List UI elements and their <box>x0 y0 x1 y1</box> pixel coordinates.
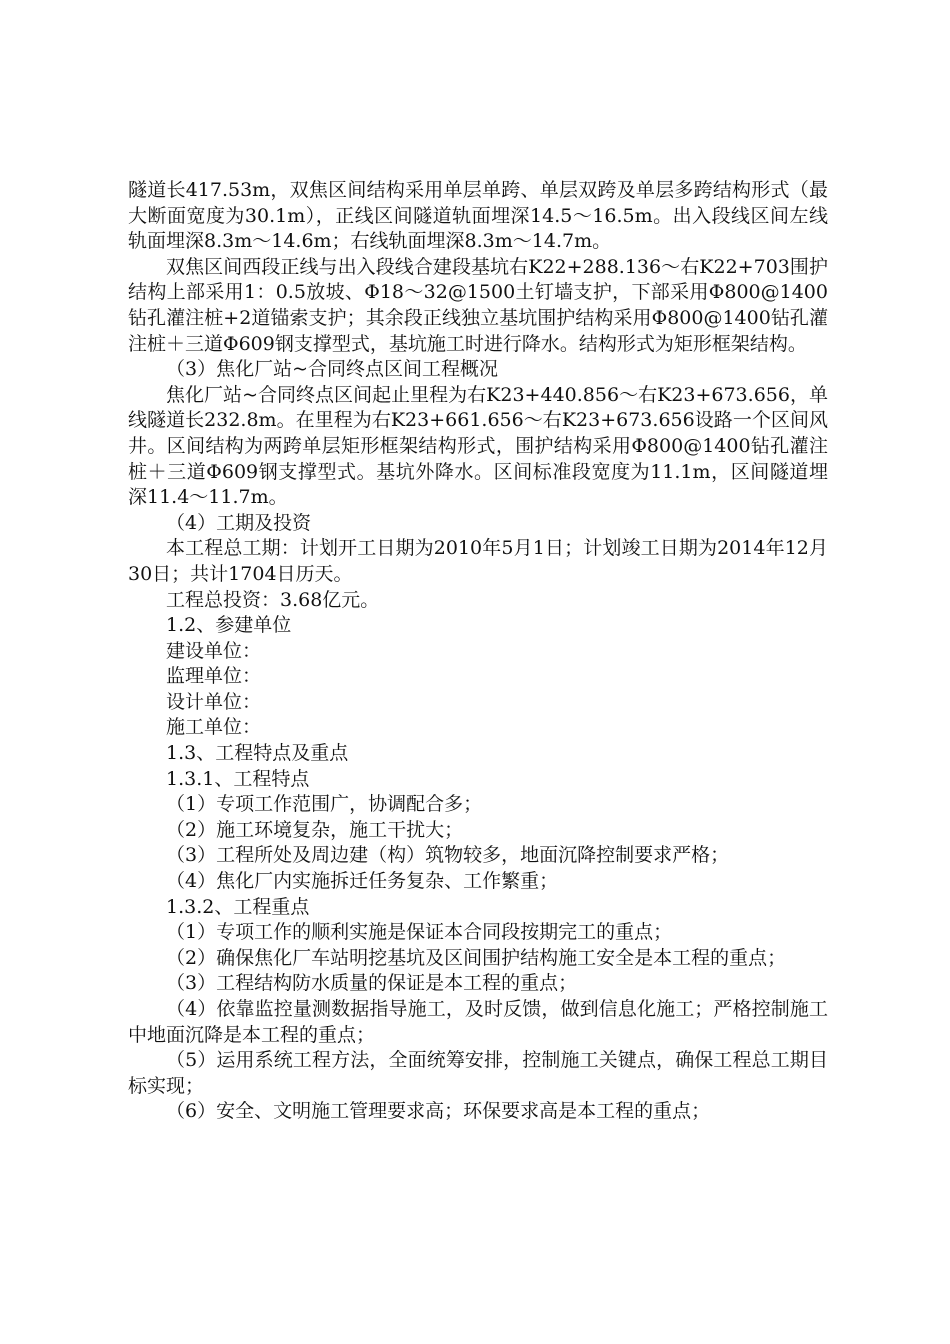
paragraph-section-3-body: 焦化厂站~合同终点区间起止里程为右K23+440.856～右K23+673.656，单线隧道长232.8m。在里程为右K23+661.656～右K23+673.656设路一个区间风井。区间结构为两跨单层矩形框架结构形式，围护结构采用Φ800@1400钻孔灌注桩＋三道Φ609钢支撑型式。基坑外降水。区间标准段宽度为11.1m，区间隧道埋深11.4～11.7m。 <box>128 383 828 509</box>
paragraph-tunnel-length: 隧道长417.53m，双焦区间结构采用单层单跨、单层双跨及单层多跨结构形式（最大断面宽度为30.1m），正线区间隧道轨面埋深14.5～16.5m。出入段线区间左线轨面埋深8.3m～14.6m；右线轨面埋深8.3m～14.7m。 <box>128 179 828 253</box>
key-point-item-5: （5）运用系统工程方法，全面统筹安排，控制施工关键点，确保工程总工期目标实现； <box>128 1049 828 1097</box>
line-supervision-unit: 监理单位： <box>166 665 262 688</box>
heading-1-3-2: 1.3.2、工程重点 <box>166 895 310 918</box>
paragraph-west-section: 双焦区间西段正线与出入段线合建段基坑右K22+288.136～右K22+703围护结构上部采用1：0.5放坡、Φ18～32@1500土钉墙支护，下部采用Φ800@1400钻孔灌注桩+2道锚索支护；其余段正线独立基坑围护结构采用Φ800@1400钻孔灌注桩＋三道Φ609钢支撑型式，基坑施工时进行降水。结构形式为矩形框架结构。 <box>128 255 828 355</box>
heading-section-4: （4）工期及投资 <box>166 511 312 534</box>
key-point-item-1: （1）专项工作的顺利实施是保证本合同段按期完工的重点； <box>166 921 673 944</box>
line-design-unit: 设计单位： <box>166 690 262 713</box>
feature-item-2: （2）施工环境复杂，施工干扰大； <box>166 818 464 841</box>
key-point-item-3: （3）工程结构防水质量的保证是本工程的重点； <box>166 972 578 995</box>
key-point-item-4: （4）依靠监控量测数据指导施工，及时反馈，做到信息化施工；严格控制施工中地面沉降是本工程的重点； <box>128 998 828 1046</box>
line-owner-unit: 建设单位： <box>166 639 262 662</box>
line-construction-unit: 施工单位： <box>166 716 262 739</box>
heading-section-3: （3）焦化厂站~合同终点区间工程概况 <box>166 358 499 381</box>
key-point-item-6: （6）安全、文明施工管理要求高；环保要求高是本工程的重点； <box>166 1100 711 1123</box>
heading-1-3-1: 1.3.1、工程特点 <box>166 767 310 790</box>
heading-1-2: 1.2、参建单位 <box>166 614 292 637</box>
feature-item-3: （3）工程所处及周边建（构）筑物较多，地面沉降控制要求严格； <box>166 844 730 867</box>
document-body <box>128 178 828 1125</box>
feature-item-4: （4）焦化厂内实施拆迁任务复杂、工作繁重； <box>166 870 559 893</box>
key-point-item-2: （2）确保焦化厂车站明挖基坑及区间围护结构施工安全是本工程的重点； <box>166 946 787 969</box>
heading-1-3: 1.3、工程特点及重点 <box>166 742 349 765</box>
paragraph-schedule: 本工程总工期：计划开工日期为2010年5月1日；计划竣工日期为2014年12月30日；共计1704日历天。 <box>128 537 828 585</box>
feature-item-1: （1）专项工作范围广，协调配合多； <box>166 793 483 816</box>
paragraph-investment: 工程总投资：3.68亿元。 <box>166 588 380 611</box>
